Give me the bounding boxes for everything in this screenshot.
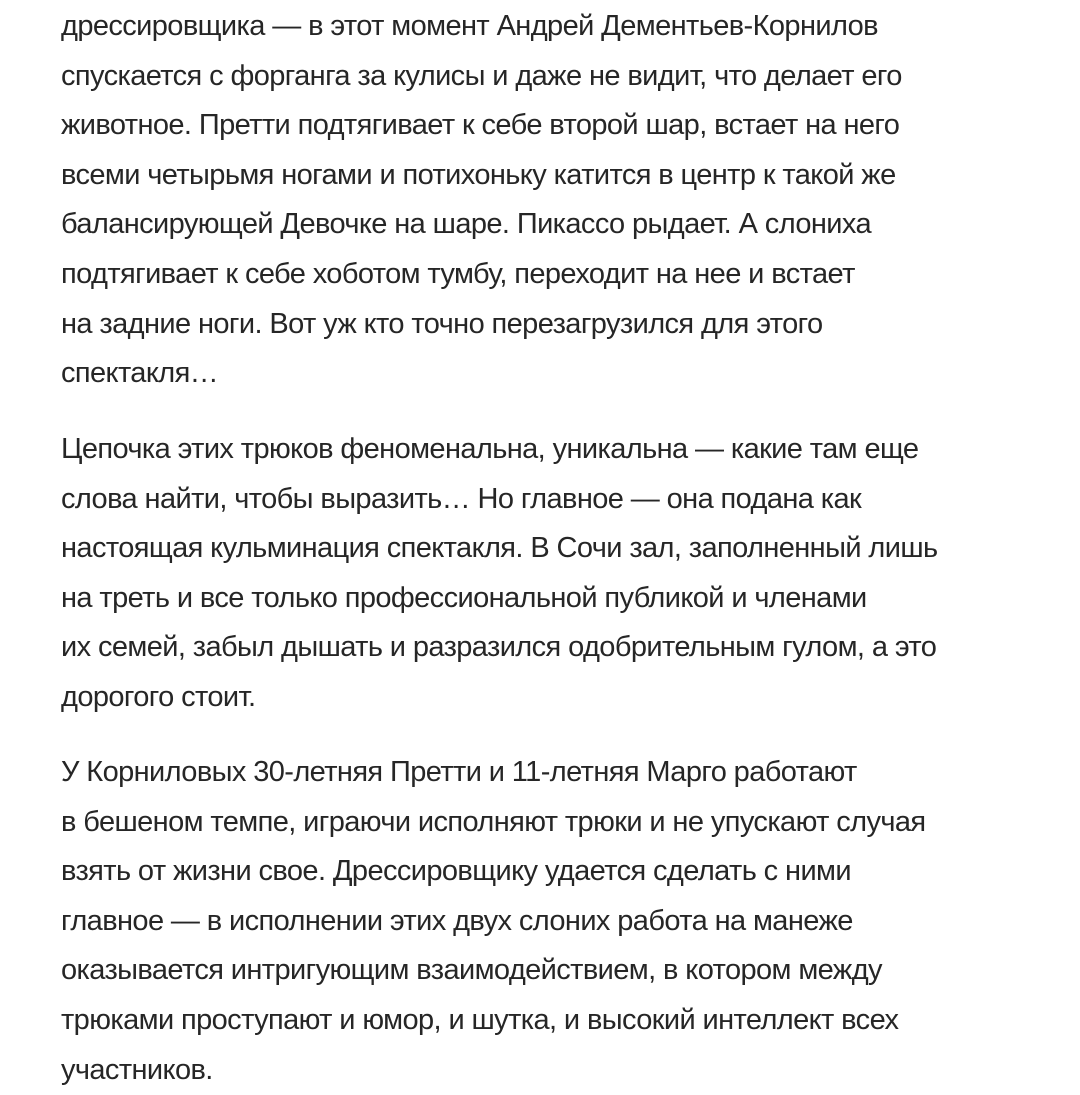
text-line: слова найти, чтобы выразить… Но главное — она подана как [61,482,862,515]
text-line: всеми четырьмя ногами и потихоньку катится в центр к такой же [61,158,896,191]
text-line: дрессировщика — в этот момент Андрей Дементьев-Корнилов [61,10,878,42]
text-line: трюками проступают и юмор, и шутка, и высокий интеллект всех [61,1003,899,1036]
text-line: животное. Претти подтягивает к себе второй шар, встает на него [61,109,900,142]
text-line: на задние ноги. Вот уж кто точно перезагрузился для этого [61,307,823,340]
text-line: их семей, забыл дышать и разразился одобрительным гулом, а это [61,631,937,664]
text-line: участников. [61,1053,213,1086]
paragraph-1 [61,2,902,399]
text-line: в бешеном темпе, играючи исполняют трюки и не упускают случая [61,805,926,838]
paragraph-2 [61,425,938,723]
text-line: спектакля… [61,357,219,390]
text-line: подтягивает к себе хоботом тумбу, переходит на нее и встает [61,257,855,290]
text-line: Цепочка этих трюков феноменальна, уникальна — какие там еще [61,433,919,465]
text-line: спускается с форганга за кулисы и даже не видит, что делает его [61,59,902,92]
text-line: балансирующей Девочке на шаре. Пикассо рыдает. А слониха [61,208,871,241]
text-line: на треть и все только профессиональной публикой и членами [61,581,867,614]
text-line: оказывается интригующим взаимодействием, в котором между [61,954,882,987]
text-line: настоящая кульминация спектакля. В Сочи зал, заполненный лишь [61,532,938,565]
text-line: У Корниловых 30-летняя Претти и 11-летняя Марго работают [61,756,857,788]
paragraph-3 [61,748,925,1095]
text-line: взять от жизни свое. Дрессировщику удается сделать с ними [61,855,851,888]
text-line: главное — в исполнении этих двух слоних работа на манеже [61,904,853,937]
text-line: дорогого стоит. [61,680,256,713]
